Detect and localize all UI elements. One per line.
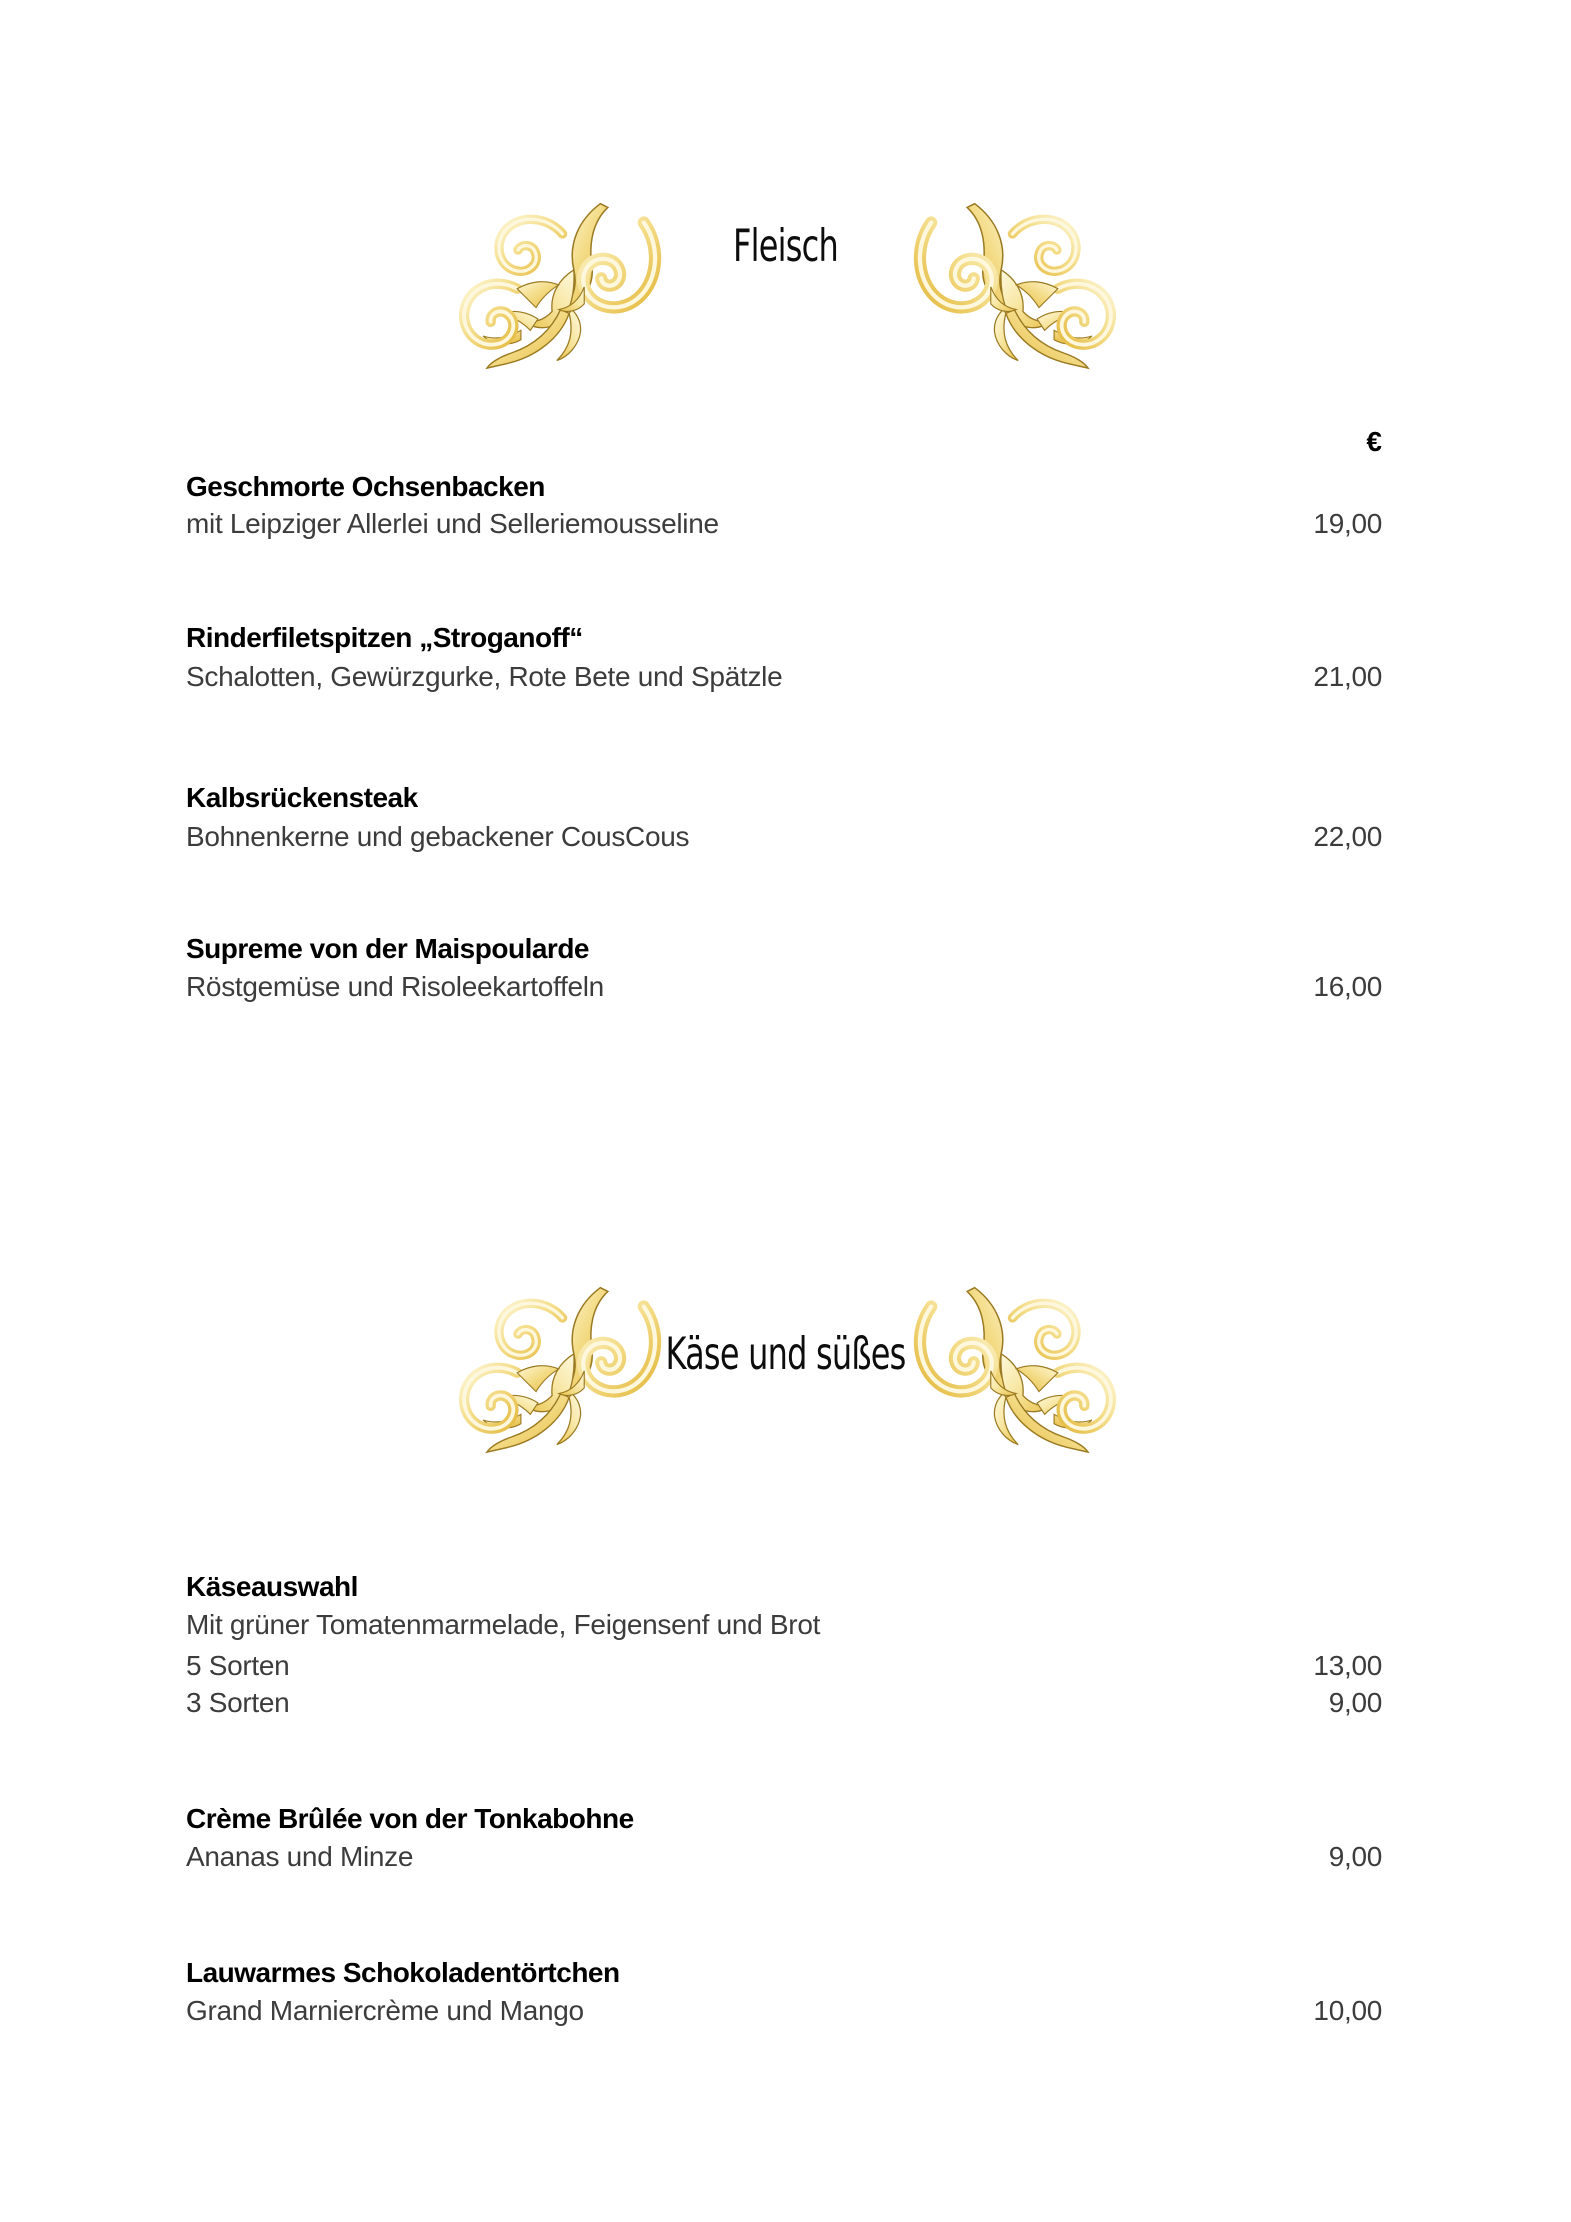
menu-item-row xyxy=(186,782,1382,814)
menu-item-name: Geschmorte Ochsenbacken xyxy=(186,471,545,502)
menu-item-row xyxy=(186,1957,1382,1989)
menu-item-row xyxy=(186,508,1382,540)
variant-label: 5 Sorten xyxy=(186,1650,290,1681)
menu-item-row xyxy=(186,1571,1382,1603)
menu-item-name: Käseauswahl xyxy=(186,1571,358,1602)
menu-item-row xyxy=(186,1995,1382,2027)
menu-item-row xyxy=(186,821,1382,853)
variant-label: 3 Sorten xyxy=(186,1687,290,1718)
menu-item-price: 19,00 xyxy=(1313,508,1382,539)
menu-item-description: Ananas und Minze xyxy=(186,1841,414,1872)
menu-item-row xyxy=(186,1609,1382,1641)
menu-item-description: Bohnenkerne und gebackener CousCous xyxy=(186,821,690,852)
currency-symbol: € xyxy=(1366,426,1382,457)
menu-item-description: Röstgemüse und Risoleekartoffeln xyxy=(186,971,604,1002)
menu-item-description: Grand Marniercrème und Mango xyxy=(186,1995,584,2026)
menu-item-name: Supreme von der Maispoularde xyxy=(186,933,589,964)
menu-item-name: Crème Brûlée von der Tonkabohne xyxy=(186,1803,634,1834)
menu-item-price: 10,00 xyxy=(1313,1995,1382,2026)
menu-item-description: mit Leipziger Allerlei und Selleriemousseline xyxy=(186,508,719,539)
currency-header-row xyxy=(186,426,1382,458)
menu-item-variant-row xyxy=(186,1650,1382,1682)
menu-item-price: 22,00 xyxy=(1313,821,1382,852)
menu-item-price: 13,00 xyxy=(1313,1650,1382,1681)
section-title-kaese-und-suesses: Käse und süßes xyxy=(665,1328,906,1380)
menu-item-row xyxy=(186,661,1382,693)
menu-item-row xyxy=(186,471,1382,503)
menu-item-row xyxy=(186,622,1382,654)
menu-item-price: 9,00 xyxy=(1328,1841,1382,1872)
menu-item-row xyxy=(186,1803,1382,1835)
menu-item-price: 9,00 xyxy=(1328,1687,1382,1718)
menu-item-row xyxy=(186,933,1382,965)
menu-item-row xyxy=(186,971,1382,1003)
menu-item-description: Mit grüner Tomatenmarmelade, Feigensenf und Brot xyxy=(186,1609,821,1640)
menu-item-description: Schalotten, Gewürzgurke, Rote Bete und Spätzle xyxy=(186,661,783,692)
menu-item-name: Lauwarmes Schokoladentörtchen xyxy=(186,1957,620,1988)
menu-item-row xyxy=(186,1841,1382,1873)
menu-item-name: Rinderfiletspitzen „Stroganoff“ xyxy=(186,622,583,653)
menu-item-price: 21,00 xyxy=(1313,661,1382,692)
section-title-fleisch: Fleisch xyxy=(733,220,838,272)
menu-item-variant-row xyxy=(186,1687,1382,1719)
menu-item-price: 16,00 xyxy=(1313,971,1382,1002)
menu-item-name: Kalbsrückensteak xyxy=(186,782,418,813)
